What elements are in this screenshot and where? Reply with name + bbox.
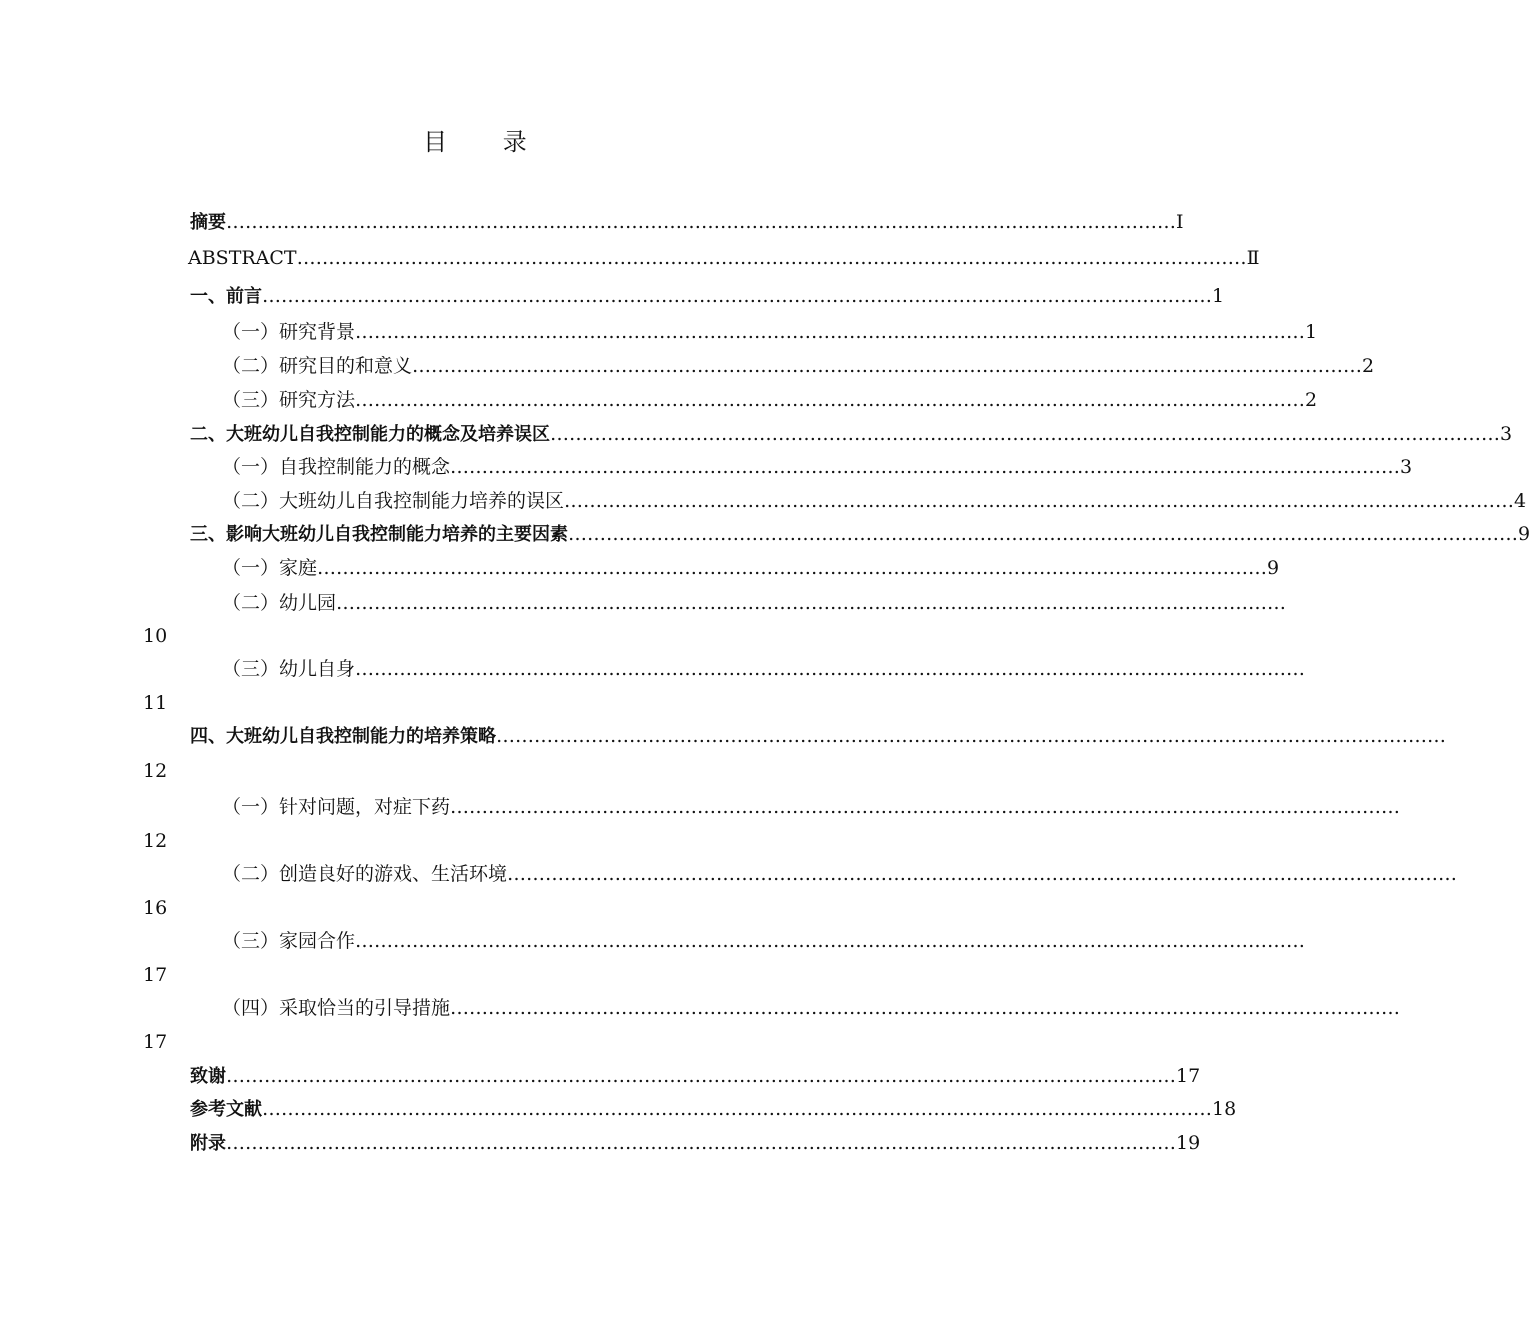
leader-dots: ……………………………………………………………………………………………………………………………………	[262, 285, 1212, 307]
leader-dots: ……………………………………………………………………………………………………………………………………	[355, 389, 1306, 411]
toc-entry-3[interactable]	[190, 519, 1530, 549]
toc-entry-2-1[interactable]	[222, 452, 1413, 482]
toc-page-number: 19	[1176, 1132, 1201, 1154]
toc-page-number: Ⅰ	[1176, 211, 1184, 233]
toc-page-number: Ⅱ	[1246, 247, 1260, 269]
leader-dots: ……………………………………………………………………………………………………………………………………	[226, 211, 1176, 233]
leader-dots: ……………………………………………………………………………………………………………………………………	[336, 592, 1287, 614]
toc-page-number: 10	[143, 625, 168, 647]
toc-entry-4-3[interactable]	[222, 926, 1306, 956]
leader-dots: ……………………………………………………………………………………………………………………………………	[450, 997, 1401, 1019]
leader-dots: ……………………………………………………………………………………………………………………………………	[317, 557, 1268, 579]
toc-page-number: 12	[143, 760, 168, 782]
toc-entry-label: 参考文献	[190, 1099, 262, 1120]
toc-entry-4-4[interactable]	[222, 993, 1401, 1023]
toc-entry-1-1[interactable]	[222, 317, 1318, 347]
toc-entry-2-2[interactable]	[222, 486, 1527, 516]
toc-entry-label: （三）研究方法	[222, 389, 356, 411]
leader-dots: ……………………………………………………………………………………………………………………………………	[226, 1065, 1176, 1087]
toc-page-number: 2	[1305, 389, 1318, 411]
toc-entry-references[interactable]	[190, 1094, 1237, 1124]
toc-entry-label: （二）研究目的和意义	[222, 355, 413, 377]
toc-page-number: 3	[1400, 456, 1413, 478]
toc-entry-label: 附录	[190, 1133, 226, 1154]
toc-entry-label: （一）自我控制能力的概念	[222, 456, 451, 478]
toc-entry-2[interactable]	[190, 419, 1513, 449]
toc-page-number: 16	[143, 897, 168, 919]
leader-dots: ……………………………………………………………………………………………………………………………………	[296, 247, 1247, 269]
toc-entry-preface[interactable]	[190, 281, 1225, 311]
toc-page-number: 3	[1500, 423, 1513, 445]
toc-page-number: 9	[1518, 523, 1530, 545]
toc-entry-label: （二）大班幼儿自我控制能力培养的误区	[222, 490, 565, 512]
leader-dots: ……………………………………………………………………………………………………………………………………	[355, 658, 1306, 680]
leader-dots: ……………………………………………………………………………………………………………………………………	[496, 725, 1446, 747]
toc-entry-4-1[interactable]	[222, 792, 1401, 822]
leader-dots: ……………………………………………………………………………………………………………………………………	[355, 321, 1306, 343]
toc-page-number: 18	[1212, 1098, 1237, 1120]
leader-dots: ……………………………………………………………………………………………………………………………………	[550, 423, 1500, 445]
toc-entry-label: 摘要	[190, 212, 226, 233]
toc-entry-1-3[interactable]	[222, 385, 1318, 415]
leader-dots: ……………………………………………………………………………………………………………………………………	[355, 930, 1306, 952]
leader-dots: ……………………………………………………………………………………………………………………………………	[450, 456, 1401, 478]
toc-entry-1-2[interactable]	[222, 351, 1375, 381]
toc-entry-3-3[interactable]	[222, 654, 1306, 684]
toc-entry-label: 致谢	[190, 1066, 226, 1087]
toc-entry-appendix[interactable]	[190, 1128, 1201, 1158]
toc-entry-label: ABSTRACT	[188, 247, 297, 269]
toc-page-number: 4	[1514, 490, 1527, 512]
toc-entry-label: （四）采取恰当的引导措施	[222, 997, 451, 1019]
toc-entry-abstract-cn[interactable]	[190, 207, 1184, 237]
toc-page-number: 2	[1362, 355, 1375, 377]
leader-dots: ……………………………………………………………………………………………………………………………………	[450, 796, 1401, 818]
toc-entry-label: （二）创造良好的游戏、生活环境	[222, 863, 508, 885]
leader-dots: ……………………………………………………………………………………………………………………………………	[412, 355, 1363, 377]
leader-dots: ……………………………………………………………………………………………………………………………………	[568, 523, 1518, 545]
toc-page-number: 11	[143, 692, 168, 714]
toc-entry-acknowledgements[interactable]	[190, 1061, 1201, 1091]
toc-page-number: 17	[143, 964, 168, 986]
toc-page-number: 17	[1176, 1065, 1201, 1087]
toc-page-number: 9	[1267, 557, 1280, 579]
toc-entry-label: （三）幼儿自身	[222, 658, 356, 680]
toc-entry-4[interactable]	[190, 721, 1446, 751]
toc-entry-abstract-en[interactable]	[188, 243, 1260, 273]
toc-entry-label: 四、大班幼儿自我控制能力的培养策略	[190, 726, 496, 747]
leader-dots: ……………………………………………………………………………………………………………………………………	[226, 1132, 1176, 1154]
toc-entry-label: 二、大班幼儿自我控制能力的概念及培养误区	[190, 424, 550, 445]
leader-dots: ……………………………………………………………………………………………………………………………………	[564, 490, 1515, 512]
toc-entry-3-2[interactable]	[222, 588, 1287, 618]
toc-entry-label: （一）针对问题，对症下药	[222, 796, 451, 818]
toc-page-number: 1	[1212, 285, 1225, 307]
toc-entry-label: 一、前言	[190, 286, 262, 307]
toc-page-number: 12	[143, 830, 168, 852]
toc-entry-label: 三、影响大班幼儿自我控制能力培养的主要因素	[190, 524, 568, 545]
leader-dots: ……………………………………………………………………………………………………………………………………	[507, 863, 1458, 885]
toc-title: 目 录	[423, 128, 551, 156]
leader-dots: ……………………………………………………………………………………………………………………………………	[262, 1098, 1212, 1120]
toc-entry-label: （三）家园合作	[222, 930, 356, 952]
toc-entry-label: （一）家庭	[222, 557, 318, 579]
toc-entry-3-1[interactable]	[222, 553, 1280, 583]
toc-entry-label: （一）研究背景	[222, 321, 356, 343]
toc-entry-label: （二）幼儿园	[222, 592, 337, 614]
toc-page-number: 1	[1305, 321, 1318, 343]
toc-entry-4-2[interactable]	[222, 859, 1458, 889]
toc-page-number: 17	[143, 1031, 168, 1053]
